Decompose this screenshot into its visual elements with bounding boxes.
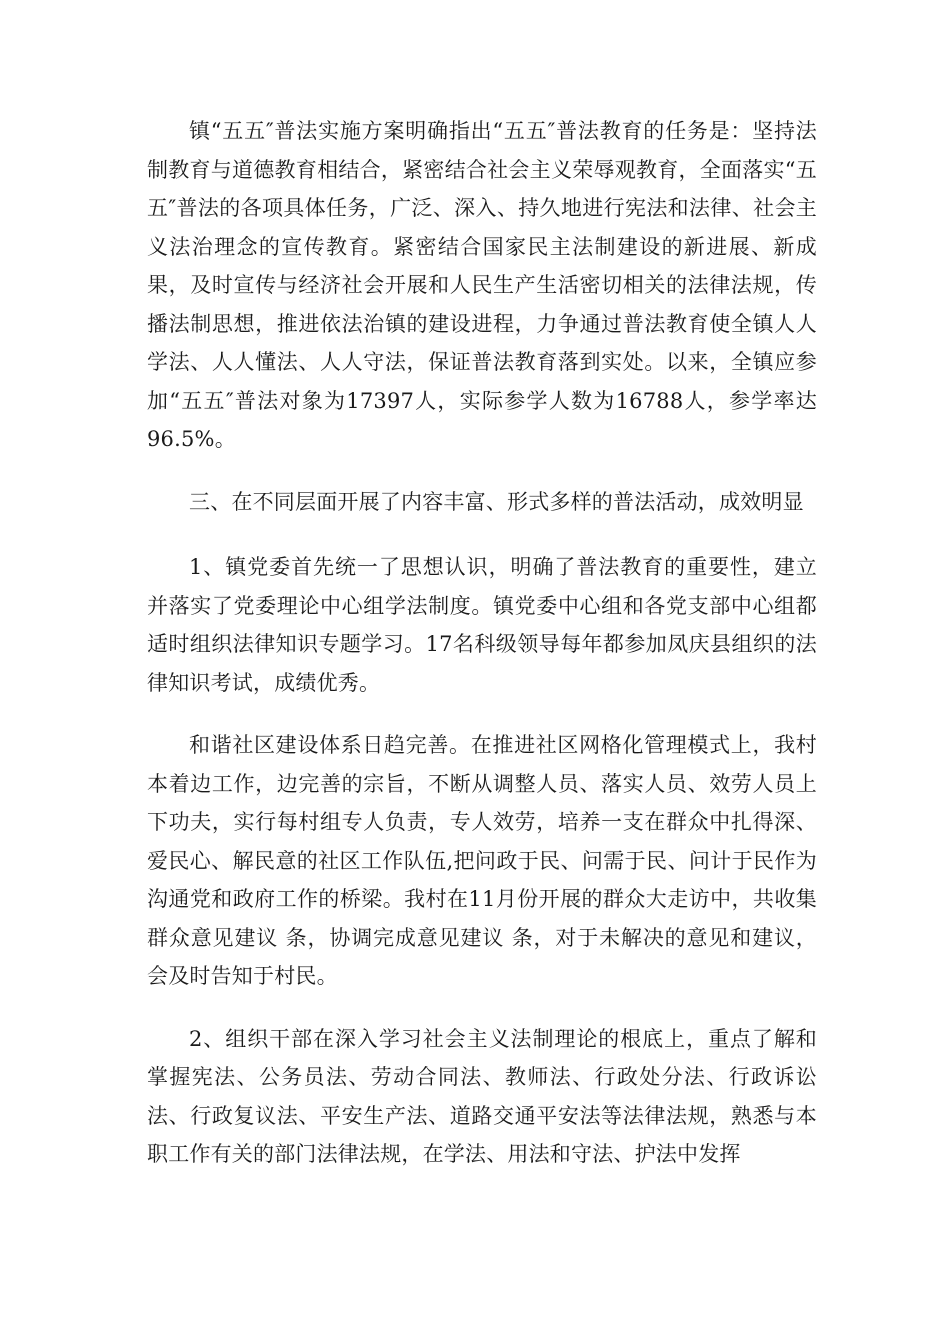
paragraph-community-building: 和谐社区建设体系日趋完善。在推进社区网格化管理模式上，我村本着边工作，边完善的宗旨，不断从调整人员、落实人员、效劳人员上下功夫，实行每村组专人负责，专人效劳，培养一支在群众中扎得深、爱民心、解民意的社区工作队伍,把问政于民、问需于民、问计于民作为沟通党和政府工作的桥梁。我村在11月份开展的群众大走访中，共收集群众意见建议 条，协调完成意见建议 条，对于未解决的意见和建议，会及时告知于村民。 <box>147 733 817 988</box>
paragraph-party-committee: 1、镇党委首先统一了思想认识，明确了普法教育的重要性，建立并落实了党委理论中心组学法制度。镇党委中心组和各党支部中心组都适时组织法律知识专题学习。17名科级领导每年都参加凤庆县组织的法律知识考试，成绩优秀。 <box>147 555 817 695</box>
document-body <box>147 112 817 1198</box>
section-heading-three: 三、在不同层面开展了内容丰富、形式多样的普法活动，成效明显 <box>189 489 804 514</box>
paragraph-cadre-study: 2、组织干部在深入学习社会主义法制理论的根底上，重点了解和掌握宪法、公务员法、劳动合同法、教师法、行政处分法、行政诉讼法、行政复议法、平安生产法、道路交通平安法等法律法规，熟悉与本职工作有关的部门法律法规，在学法、用法和守法、护法中发挥 <box>147 1026 817 1166</box>
paragraph-wuwu-plan: 镇“五五″普法实施方案明确指出“五五″普法教育的任务是：坚持法制教育与道德教育相结合，紧密结合社会主义荣辱观教育，全面落实“五五″普法的各项具体任务，广泛、深入、持久地进行宪法和法律、社会主义法治理念的宣传教育。紧密结合国家民主法制建设的新进展、新成果，及时宣传与经济社会开展和人民生产生活密切相关的法律法规，传播法制思想，推进依法治镇的建设进程，力争通过普法教育使全镇人人学法、人人懂法、人人守法，保证普法教育落到实处。以来，全镇应参加“五五″普法对象为17397人，实际参学人数为16788人，参学率达96.5%。 <box>147 119 817 451</box>
